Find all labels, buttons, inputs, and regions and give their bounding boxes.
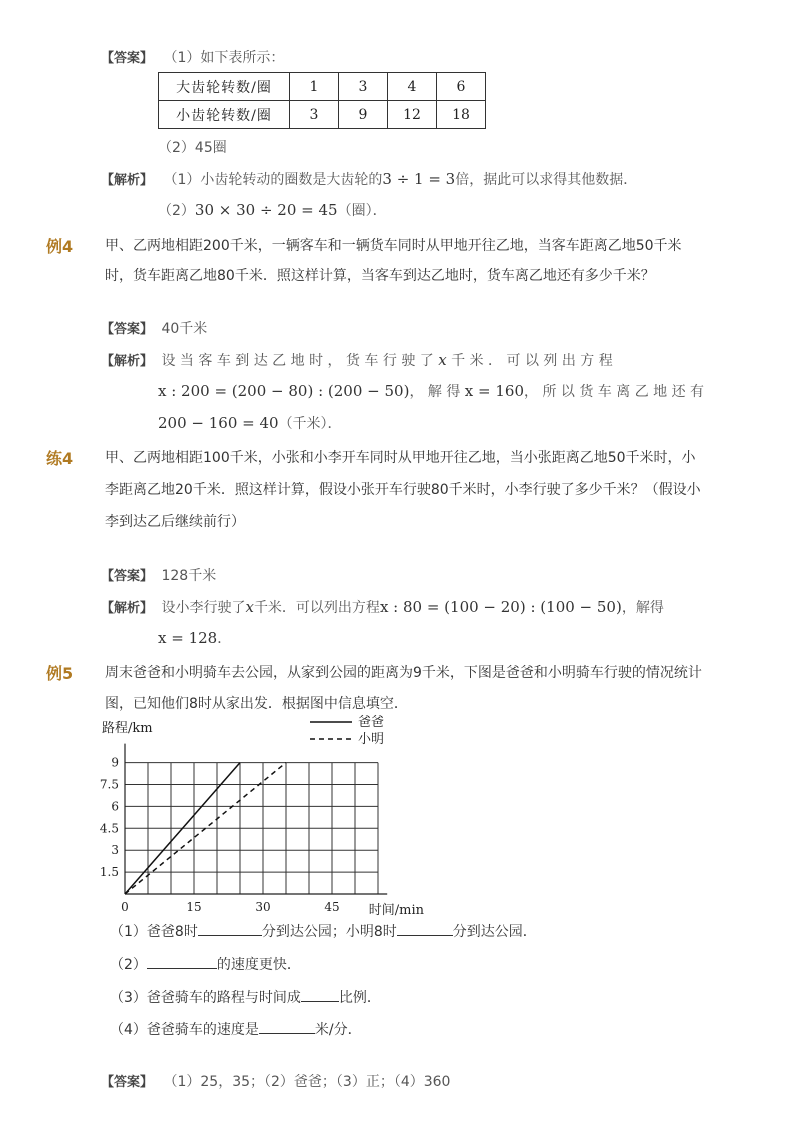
chart-legend bbox=[310, 715, 384, 747]
analysis-math: 30 × 30 ÷ 20 = 45 bbox=[194, 201, 338, 219]
table-cell: 3 bbox=[339, 73, 388, 101]
x-tick-label: 45 bbox=[324, 900, 340, 914]
analysis-tag: 【解析】 bbox=[101, 354, 154, 369]
question-text: （2） bbox=[110, 957, 147, 973]
analysis-text: ，解得 bbox=[621, 600, 664, 616]
x-tick-label: 0 bbox=[121, 900, 129, 914]
analysis-block-1 bbox=[101, 169, 637, 189]
analysis-text: 千米．可以列出方程 bbox=[253, 600, 380, 616]
example-5-question-line-1: 周末爸爸和小明骑车去公园，从家到公园的距离为9千米，下图是爸爸和小明骑车行驶的情况统计 bbox=[105, 665, 702, 681]
question-text: 的速度更快． bbox=[216, 957, 301, 973]
table-cell: 12 bbox=[388, 101, 437, 129]
answer-tag: 【答案】 bbox=[101, 322, 154, 337]
analysis-text: （2） bbox=[158, 203, 195, 219]
practice-4-question-line-3: 李到达乙后继续前行） bbox=[105, 514, 245, 530]
chart-grid bbox=[125, 763, 378, 894]
analysis-variable: x bbox=[438, 351, 447, 369]
y-tick-label: 4.5 bbox=[99, 821, 119, 836]
answer-blank[interactable] bbox=[259, 1019, 315, 1034]
answer-value: 128千米 bbox=[161, 568, 217, 584]
legend-label: 爸爸 bbox=[358, 715, 385, 730]
practice-4-question-line-2: 李距离乙地20千米．照这样计算，假设小张开车行驶80千米时，小李行驶了多少千米？（假设小 bbox=[105, 482, 701, 498]
table-cell: 9 bbox=[339, 101, 388, 129]
legend-label: 小明 bbox=[358, 732, 385, 747]
question-2 bbox=[110, 954, 301, 974]
table-cell: 3 bbox=[290, 101, 339, 129]
analysis-text: （千米）． bbox=[278, 416, 342, 432]
example-5-number: 例5 bbox=[46, 664, 74, 683]
example-4-analysis-line-3 bbox=[158, 413, 342, 433]
analysis-math: x = 128 bbox=[158, 629, 218, 647]
question-1 bbox=[110, 921, 537, 941]
chart-xlabel: 时间/min bbox=[368, 903, 425, 918]
y-tick-label: 3 bbox=[111, 843, 119, 858]
example-5-answer bbox=[101, 1071, 450, 1091]
table-row bbox=[159, 101, 486, 129]
analysis-tag: 【解析】 bbox=[101, 173, 154, 188]
question-4 bbox=[110, 1019, 362, 1039]
table-row-header: 小齿轮转数/圈 bbox=[159, 101, 290, 129]
analysis-text: ． bbox=[217, 631, 232, 647]
table-cell: 4 bbox=[388, 73, 437, 101]
question-text: （4）爸爸骑车的速度是 bbox=[110, 1022, 259, 1038]
analysis-text: （圈）． bbox=[337, 203, 387, 219]
example-4-analysis-line-2 bbox=[158, 381, 704, 401]
x-tick-label: 15 bbox=[186, 900, 202, 914]
y-tick-label: 6 bbox=[111, 799, 119, 814]
answer-part1: （1）如下表所示： bbox=[163, 50, 285, 66]
answer-blank[interactable] bbox=[301, 987, 339, 1002]
analysis-math: x = 160 bbox=[464, 382, 524, 400]
example-4-answer bbox=[101, 318, 207, 338]
analysis-text: 千 米 ． 可 以 列 出 方 程 bbox=[451, 353, 613, 369]
answer-tag: 【答案】 bbox=[101, 569, 154, 584]
practice-4-answer bbox=[101, 565, 216, 585]
table-cell: 18 bbox=[437, 101, 486, 129]
analysis-math: x : 80 = (100 − 20) : (100 − 50) bbox=[379, 598, 622, 616]
answer-blank[interactable] bbox=[147, 954, 217, 969]
answer-tag: 【答案】 bbox=[101, 51, 154, 66]
question-text: （1）爸爸8时 bbox=[110, 924, 198, 940]
answer-value: 40千米 bbox=[161, 321, 208, 337]
y-tick-label: 7.5 bbox=[99, 777, 119, 792]
answer-blank[interactable] bbox=[198, 921, 262, 936]
practice-4-analysis-line-2 bbox=[158, 628, 231, 648]
answer-tag: 【答案】 bbox=[101, 1075, 154, 1090]
example-4-number: 例4 bbox=[46, 237, 74, 256]
example-4-analysis-line-1 bbox=[101, 350, 613, 370]
chart-ticks bbox=[100, 756, 340, 914]
question-text: 比例． bbox=[338, 990, 381, 1006]
analysis-text: 设 当 客 车 到 达 乙 地 时 ， 货 车 行 驶 了 bbox=[161, 353, 434, 369]
question-text: 分到达公园． bbox=[452, 924, 537, 940]
answer-blank[interactable] bbox=[397, 921, 453, 936]
analysis-math: x : 200 = (200 − 80) : (200 − 50) bbox=[158, 382, 410, 400]
example-5-question-line-2: 图，已知他们8时从家出发．根据图中信息填空． bbox=[105, 696, 408, 712]
answer-value: （1）25，35；（2）爸爸；（3）正；（4）360 bbox=[163, 1074, 451, 1090]
example-4-question-line-1: 甲、乙两地相距200千米，一辆客车和一辆货车同时从甲地开往乙地，当客车距离乙地50千米 bbox=[105, 238, 682, 254]
answer-part2: （2）45圈 bbox=[158, 140, 227, 156]
practice-4-question-line-1: 甲、乙两地相距100千米，小张和小李开车同时从甲地开往乙地，当小张距离乙地50千米时，小 bbox=[105, 450, 696, 466]
x-tick-label: 30 bbox=[255, 900, 271, 914]
analysis-line-2 bbox=[158, 200, 387, 220]
analysis-text: 设小李行驶了 bbox=[161, 600, 246, 616]
analysis-tag: 【解析】 bbox=[101, 601, 154, 616]
example-4-question-line-2: 时，货车距离乙地80千米．照这样计算，当客车到达乙地时，货车离乙地还有多少千米？ bbox=[105, 268, 655, 284]
analysis-math: 3 ÷ 1 = 3 bbox=[382, 170, 456, 188]
analysis-text: （1）小齿轮转动的圈数是大齿轮的 bbox=[163, 172, 383, 188]
distance-time-chart bbox=[90, 710, 450, 920]
table-cell: 1 bbox=[290, 73, 339, 101]
chart-ylabel: 路程/km bbox=[102, 721, 153, 736]
question-text: 分到达公园；小明8时 bbox=[261, 924, 397, 940]
analysis-text: 倍，据此可以求得其他数据． bbox=[455, 172, 638, 188]
chart-axes bbox=[125, 744, 387, 894]
analysis-text: ， 解 得 bbox=[409, 384, 461, 400]
analysis-variable: x bbox=[245, 598, 254, 616]
practice-4-analysis-line-1 bbox=[101, 597, 664, 617]
y-tick-label: 1.5 bbox=[99, 865, 119, 880]
question-text: 米/分． bbox=[314, 1022, 362, 1038]
table-cell: 6 bbox=[437, 73, 486, 101]
analysis-text: ， 所 以 货 车 离 乙 地 还 有 bbox=[524, 384, 705, 400]
table-row bbox=[159, 73, 486, 101]
answer-block-1 bbox=[101, 47, 284, 67]
y-tick-label: 9 bbox=[111, 755, 119, 770]
question-3 bbox=[110, 987, 381, 1007]
practice-4-number: 练4 bbox=[46, 449, 74, 468]
table-row-header: 大齿轮转数/圈 bbox=[159, 73, 290, 101]
gear-table bbox=[158, 72, 486, 129]
analysis-math: 200 − 160 = 40 bbox=[158, 414, 279, 432]
question-text: （3）爸爸骑车的路程与时间成 bbox=[110, 990, 301, 1006]
